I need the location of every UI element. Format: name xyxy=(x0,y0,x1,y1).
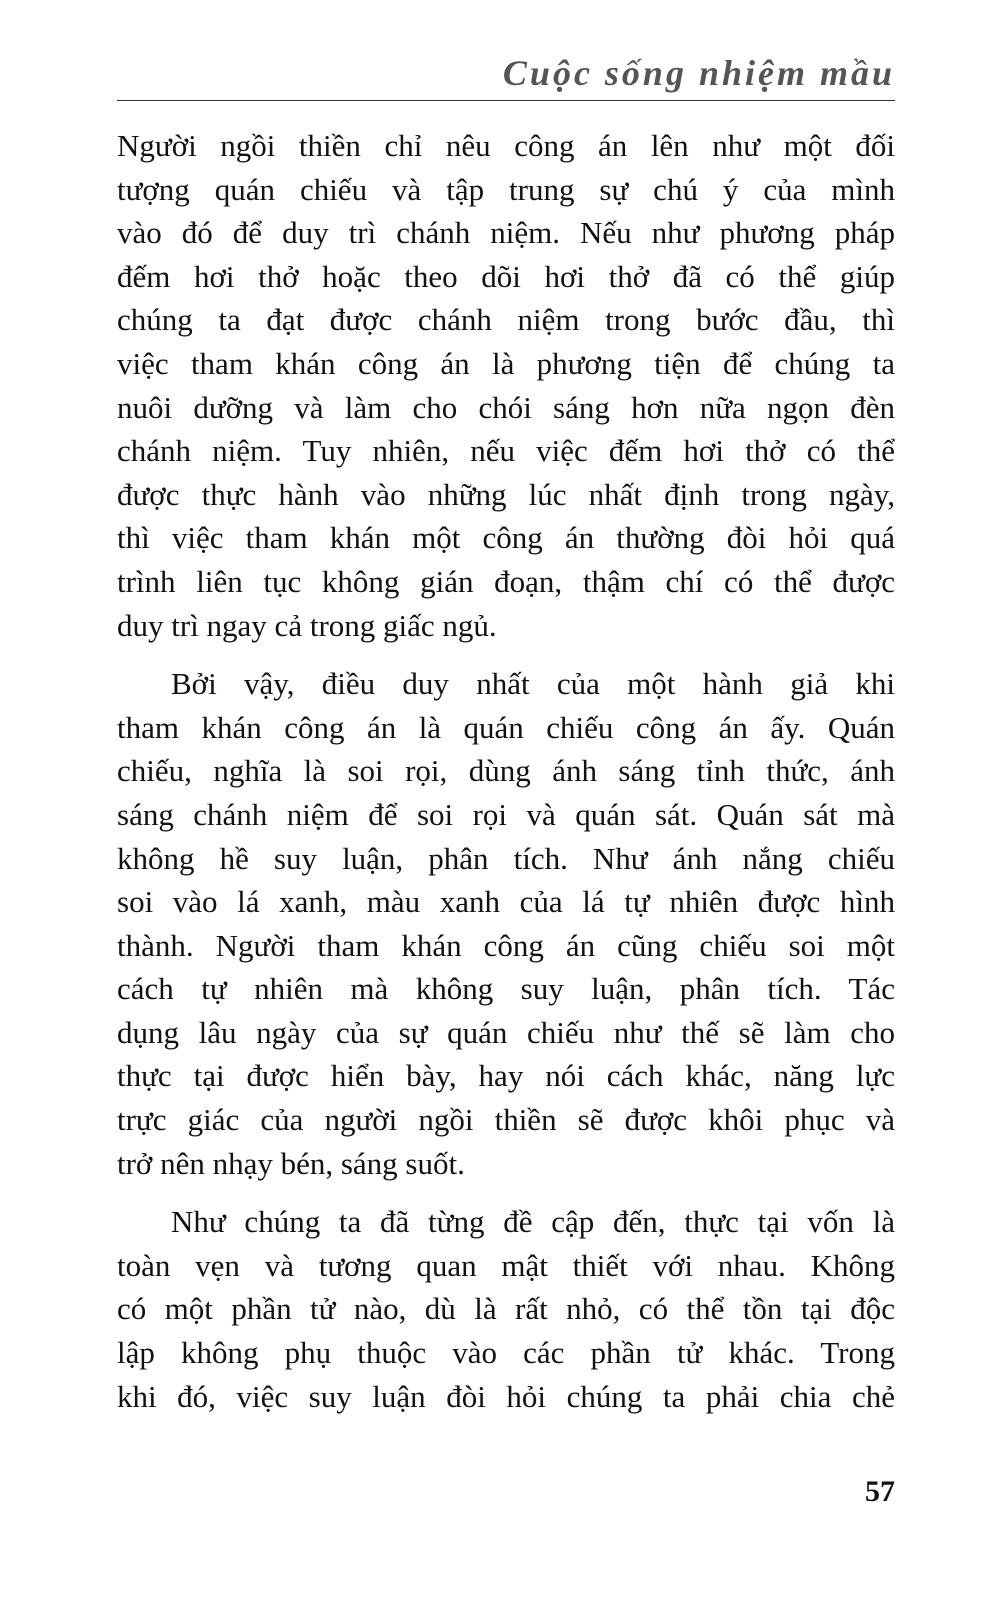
paragraph xyxy=(117,124,895,647)
text-line: được thực hành vào những lúc nhất định trong ngày, xyxy=(117,476,895,512)
text-line: soi vào lá xanh, màu xanh của lá tự nhiên được hình xyxy=(117,884,895,920)
text-line: việc tham khán công án là phương tiện để chúng ta xyxy=(117,345,895,381)
text-line: thực tại được hiển bày, hay nói cách khác, năng lực xyxy=(117,1058,895,1094)
page-body xyxy=(117,124,895,1433)
text-line: chiếu, nghĩa là soi rọi, dùng ánh sáng tỉnh thức, ánh xyxy=(117,753,895,789)
text-line: tượng quán chiếu và tập trung sự chú ý của mình xyxy=(117,171,895,207)
text-line: sáng chánh niệm để soi rọi và quán sát. Quán sát mà xyxy=(117,796,895,832)
paragraph xyxy=(117,1200,895,1418)
text-line: khi đó, việc suy luận đòi hỏi chúng ta phải chia chẻ xyxy=(117,1378,895,1414)
text-line: chúng ta đạt được chánh niệm trong bước đầu, thì xyxy=(117,302,895,338)
text-line: lập không phụ thuộc vào các phần tử khác. Trong xyxy=(117,1335,895,1371)
text-line: Bởi vậy, điều duy nhất của một hành giả khi xyxy=(171,666,895,702)
text-line: không hề suy luận, phân tích. Như ánh nắng chiếu xyxy=(117,840,895,876)
text-line: chánh niệm. Tuy nhiên, nếu việc đếm hơi thở có thể xyxy=(117,433,895,469)
text-line: trình liên tục không gián đoạn, thậm chí có thể được xyxy=(117,563,895,599)
text-line: vào đó để duy trì chánh niệm. Nếu như phương pháp xyxy=(117,215,895,251)
text-line: Như chúng ta đã từng đề cập đến, thực tại vốn là xyxy=(171,1204,895,1240)
text-line: có một phần tử nào, dù là rất nhỏ, có thể tồn tại độc xyxy=(117,1291,895,1327)
text-line: thành. Người tham khán công án cũng chiếu soi một xyxy=(117,927,895,963)
text-line: trở nên nhạy bén, sáng suốt. xyxy=(117,1145,465,1181)
text-line: dụng lâu ngày của sự quán chiếu như thế sẽ làm cho xyxy=(117,1014,895,1050)
text-line: toàn vẹn và tương quan mật thiết với nhau. Không xyxy=(117,1247,895,1283)
text-line: thì việc tham khán một công án thường đòi hỏi quá xyxy=(117,520,895,556)
page-number: 57 xyxy=(865,1475,895,1508)
text-line: tham khán công án là quán chiếu công án ấy. Quán xyxy=(117,709,895,745)
text-line: cách tự nhiên mà không suy luận, phân tích. Tác xyxy=(117,971,895,1007)
text-line: trực giác của người ngồi thiền sẽ được khôi phục và xyxy=(117,1102,895,1138)
text-line: đếm hơi thở hoặc theo dõi hơi thở đã có thể giúp xyxy=(117,258,895,294)
header-divider xyxy=(117,100,895,101)
text-line: nuôi dưỡng và làm cho chói sáng hơn nữa ngọn đèn xyxy=(117,389,895,425)
text-line: duy trì ngay cả trong giấc ngủ. xyxy=(117,607,497,643)
running-header-title: Cuộc sống nhiệm mầu xyxy=(502,53,895,93)
text-line: Người ngồi thiền chỉ nêu công án lên như một đối xyxy=(117,128,895,163)
paragraph xyxy=(117,662,895,1185)
